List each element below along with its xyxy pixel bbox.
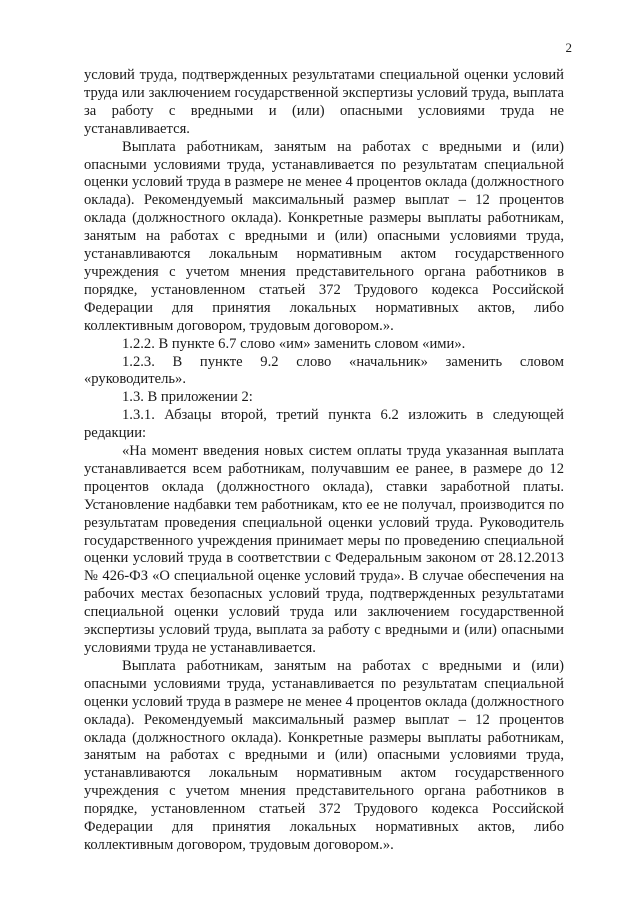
page-number: 2 [565, 40, 572, 55]
paragraph-payment-terms: Выплата работникам, занятым на работах с вредными и (или) опасными условиями труда, устанавливается по результатам специальной оценки условий труда в размере не менее 4 процентов оклада (должностного оклада). Рекомендуемый максимальный размер выплат – 12 процентов оклада (должностного оклада). Конкретные размеры выплаты работникам, занятым на работах с вредными и (или) опасными условиями труда, устанавливаются локальным нормативным актом государственного учреждения с учетом мнения представительного органа работников в порядке, установленном статьей 372 Трудового кодекса Российской Федерации для принятия локальных нормативных актов, либо коллективным договором, трудовым договором.». [84, 138, 564, 334]
paragraph-item-1-3: 1.3. В приложении 2: [122, 389, 253, 406]
paragraph-continuation: условий труда, подтвержденных результатами специальной оценки условий труда или заключением государственной экспертизы условий труда, выплата за работу с вредными и (или) опасными условиями труда не устанавливается. [84, 67, 564, 137]
paragraph-item-1-3-1: 1.3.1. Абзацы второй, третий пункта 6.2 изложить в следующей редакции: [84, 407, 564, 442]
paragraph-item-1-2-2: 1.2.2. В пункте 6.7 слово «им» заменить словом «ими». [122, 335, 466, 352]
paragraph-item-1-2-3: 1.2.3. В пункте 9.2 слово «начальник» заменить словом «руководитель». [84, 353, 564, 388]
paragraph-quoted-payment-terms: Выплата работникам, занятым на работах с вредными и (или) опасными условиями труда, устанавливается по результатам специальной оценки условий труда в размере не менее 4 процентов оклада (должностного оклада). Рекомендуемый максимальный размер выплат – 12 процентов оклада (должностного оклада). Конкретные размеры выплаты работникам, занятым на работах с вредными и (или) опасными условиями труда, устанавливаются локальным нормативным актом государственного учреждения с учетом мнения представительного органа работников в порядке, установленном статьей 372 Трудового кодекса Российской Федерации для принятия локальных нормативных актов, либо коллективным договором, трудовым договором.». [84, 657, 564, 853]
document-body [84, 67, 564, 855]
paragraph-quoted-new-wording: «На момент введения новых систем оплаты труда указанная выплата устанавливается всем работникам, получавшим ее ранее, в размере до 12 процентов оклада (должностного оклада), ставки заработной платы. Установление надбавки тем работникам, кто ее не получал, производится по результатам проведения специальной оценки условий труда. Руководитель государственного учреждения принимает меры по проведению специальной оценки условий труда в соответствии с Федеральным законом от 28.12.2013 № 426-ФЗ «О специальной оценке условий труда». В случае обеспечения на рабочих местах безопасных условий труда, подтвержденных результатами специальной оценки условий труда или заключением государственной экспертизы условий труда, выплата за работу с вредными и (или) опасными условиями труда не устанавливается. [84, 443, 564, 656]
